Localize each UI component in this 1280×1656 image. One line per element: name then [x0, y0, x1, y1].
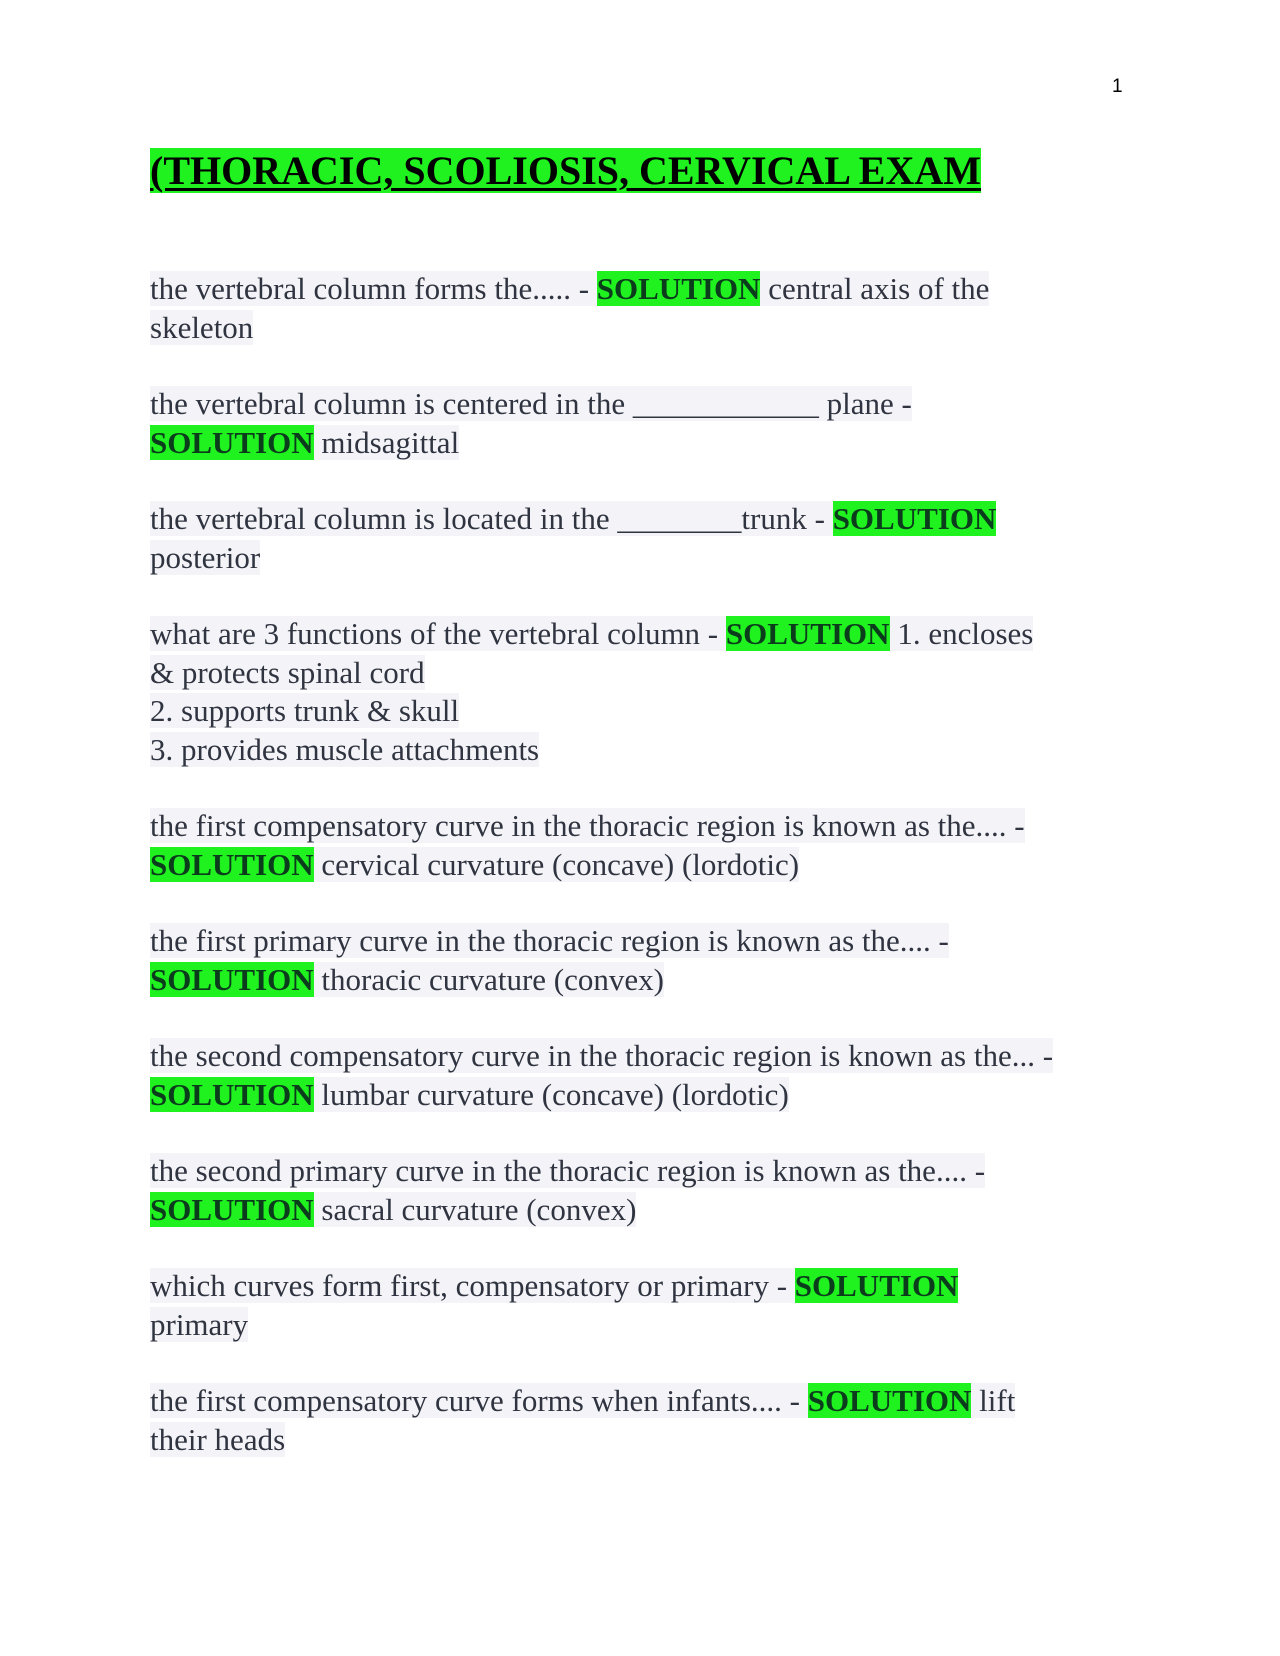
qa-item	[150, 807, 1130, 884]
solution-label: SOLUTION	[794, 1268, 959, 1303]
answer-text: thoracic curvature (convex)	[313, 961, 664, 997]
answer-text: their heads	[150, 1421, 286, 1457]
qa-line-2	[150, 309, 1130, 348]
solution-label: SOLUTION	[150, 846, 314, 882]
qa-line-3	[150, 692, 1130, 731]
question-text: the vertebral column is centered in the ____________ plane -	[150, 386, 912, 421]
answer-text: central axis of the	[760, 271, 990, 306]
qa-line-1	[150, 1382, 1130, 1421]
solution-label: SOLUTION	[150, 961, 314, 997]
qa-line-1	[150, 615, 1130, 654]
qa-line-1	[150, 807, 1130, 846]
solution-label: SOLUTION	[725, 616, 890, 651]
solution-label: SOLUTION	[150, 1191, 314, 1227]
answer-text: lift	[971, 1383, 1016, 1418]
qa-line-2	[150, 424, 1130, 463]
question-text: the second primary curve in the thoracic region is known as the.... -	[150, 1153, 986, 1188]
answer-text: 3. provides muscle attachments	[150, 731, 540, 767]
answer-text: skeleton	[150, 309, 254, 345]
question-text: the first primary curve in the thoracic region is known as the.... -	[150, 923, 949, 958]
qa-line-2	[150, 1191, 1130, 1230]
qa-line-2	[150, 654, 1130, 693]
qa-line-1	[150, 385, 1130, 424]
answer-text: 1. encloses	[889, 616, 1034, 651]
qa-line-2	[150, 1421, 1130, 1460]
answer-text: sacral curvature (convex)	[313, 1191, 637, 1227]
document-title	[150, 146, 981, 196]
answer-text: 2. supports trunk & skull	[150, 693, 460, 728]
solution-label: SOLUTION	[150, 424, 314, 460]
qa-line-1	[150, 1037, 1130, 1076]
question-text: the second compensatory curve in the thoracic region is known as the... -	[150, 1038, 1054, 1073]
solution-label: SOLUTION	[596, 271, 761, 306]
qa-item	[150, 1152, 1130, 1229]
qa-line-2	[150, 1306, 1130, 1345]
answer-text: primary	[150, 1306, 249, 1342]
question-text: the first compensatory curve in the thoracic region is known as the.... -	[150, 808, 1025, 843]
solution-label: SOLUTION	[832, 501, 997, 536]
qa-line-1	[150, 1267, 1130, 1306]
answer-text: & protects spinal cord	[150, 654, 425, 690]
page-number: 1	[1112, 76, 1123, 97]
qa-line-2	[150, 846, 1130, 885]
qa-list	[150, 270, 1130, 1497]
answer-text: lumbar curvature (concave) (lordotic)	[313, 1076, 789, 1112]
question-text: which curves form first, compensatory or primary -	[150, 1268, 795, 1303]
qa-line-4	[150, 731, 1130, 770]
qa-item	[150, 270, 1130, 347]
qa-item	[150, 385, 1130, 462]
qa-line-2	[150, 1076, 1130, 1115]
qa-item	[150, 1267, 1130, 1344]
question-text: the vertebral column is located in the ________trunk -	[150, 501, 833, 536]
question-text: the vertebral column forms the..... -	[150, 271, 597, 306]
question-text: the first compensatory curve forms when infants.... -	[150, 1383, 808, 1418]
solution-label: SOLUTION	[807, 1383, 972, 1418]
answer-text: posterior	[150, 539, 261, 575]
solution-label: SOLUTION	[150, 1076, 314, 1112]
document-title-text: (THORACIC, SCOLIOSIS, CERVICAL EXAM	[150, 148, 981, 193]
qa-line-2	[150, 539, 1130, 578]
qa-item	[150, 1382, 1130, 1459]
qa-line-1	[150, 270, 1130, 309]
qa-item	[150, 922, 1130, 999]
qa-line-1	[150, 922, 1130, 961]
qa-line-1	[150, 1152, 1130, 1191]
qa-item	[150, 615, 1130, 769]
qa-item	[150, 1037, 1130, 1114]
answer-text: midsagittal	[313, 424, 460, 460]
qa-item	[150, 500, 1130, 577]
qa-line-1	[150, 500, 1130, 539]
answer-text: cervical curvature (concave) (lordotic)	[313, 846, 800, 882]
question-text: what are 3 functions of the vertebral column -	[150, 616, 726, 651]
qa-line-2	[150, 961, 1130, 1000]
